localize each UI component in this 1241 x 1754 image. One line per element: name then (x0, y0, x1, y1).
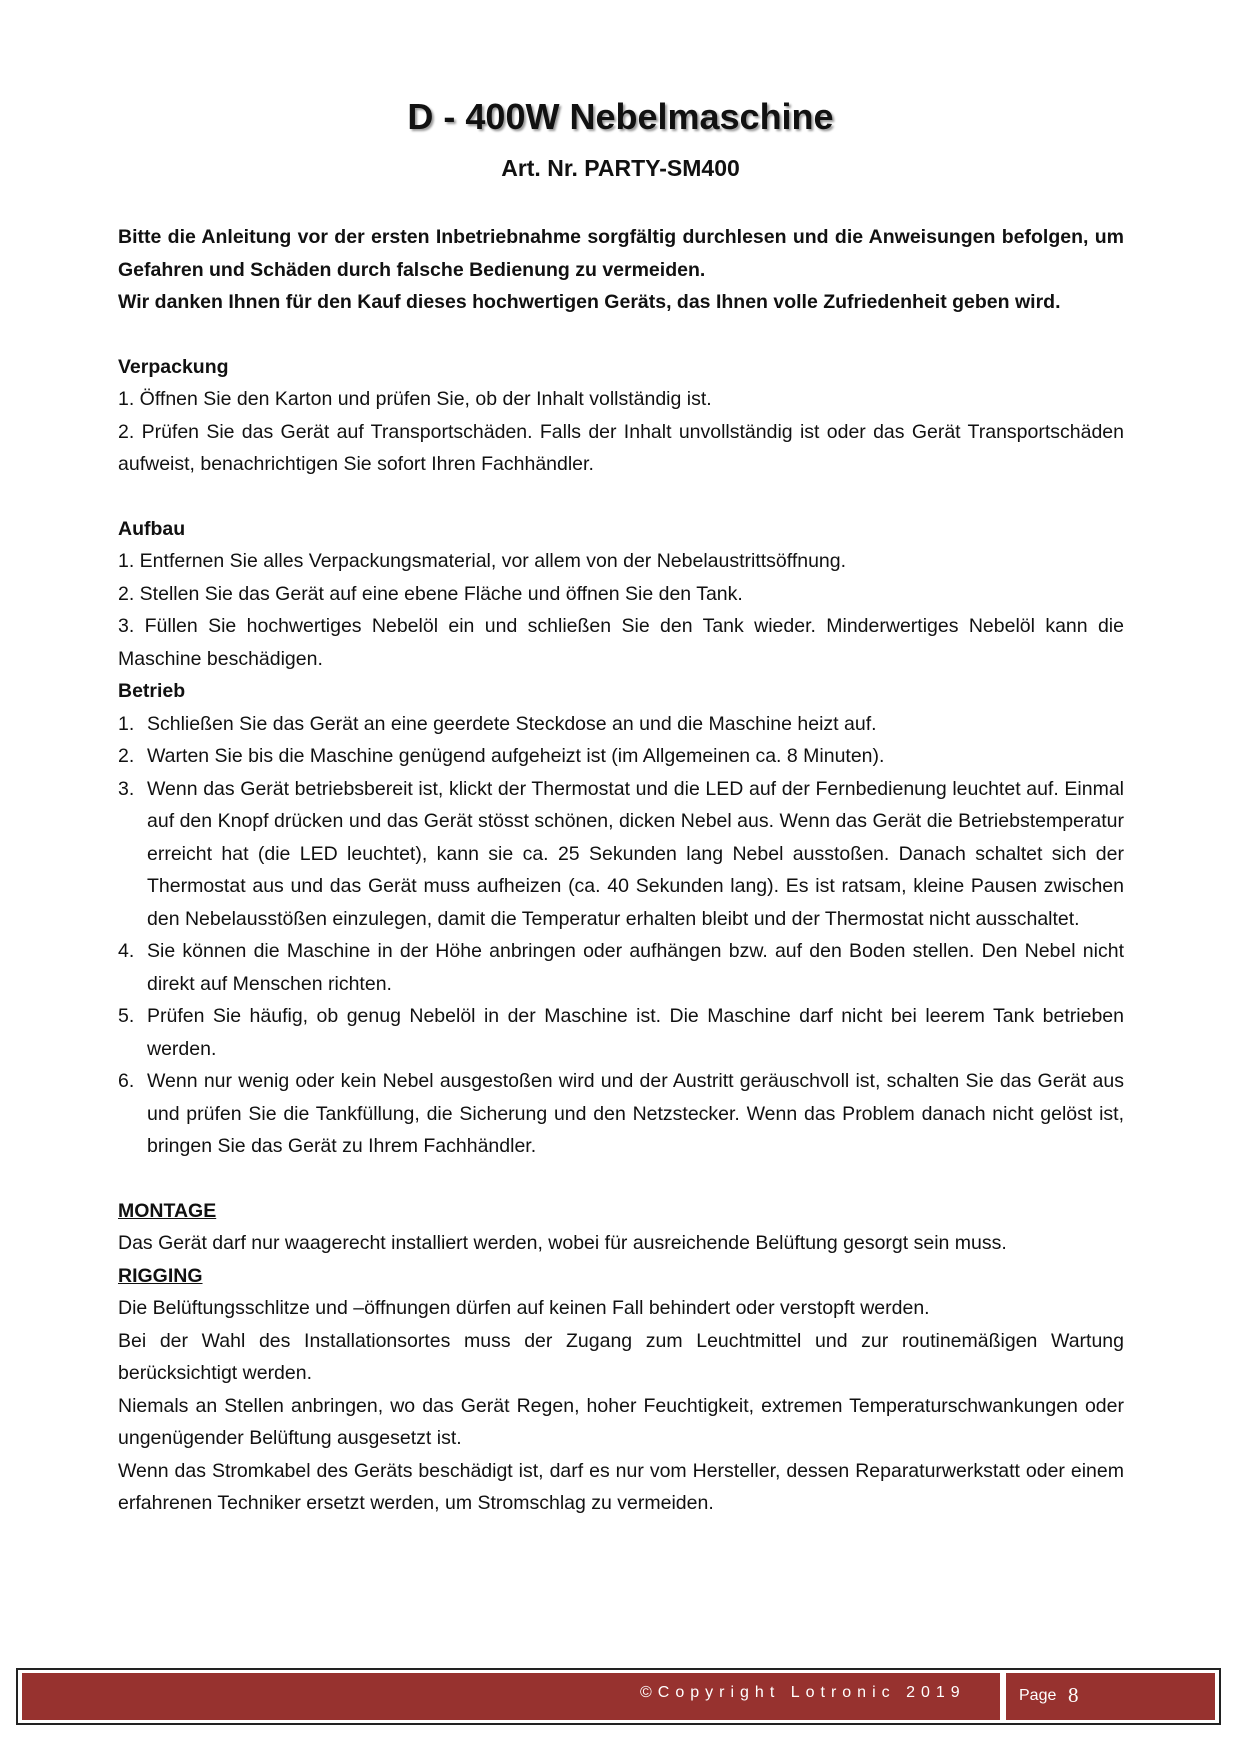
paragraph: Niemals an Stellen anbringen, wo das Gerät Regen, hoher Feuchtigkeit, extremen Temperaturschwankungen oder ungenügender Belüftung ausgesetzt ist. (118, 1394, 1124, 1449)
list-text: Warten Sie bis die Maschine genügend aufgeheizt ist (im Allgemeinen ca. 8 Minuten). (147, 745, 885, 767)
list-text: Schließen Sie das Gerät an eine geerdete Steckdose an und die Maschine heizt auf. (147, 712, 877, 735)
list-number: 4. (118, 940, 135, 962)
list-item: 3. Füllen Sie hochwertiges Nebelöl ein und schließen Sie den Tank wieder. Minderwertiges Nebelöl kann die Maschine beschädigen. (118, 615, 1124, 670)
intro-paragraph: Wir danken Ihnen für den Kauf dieses hochwertigen Geräts, das Ihnen volle Zufriedenheit geben wird. (118, 291, 1061, 313)
section-montage (118, 1195, 1124, 1260)
section-heading: RIGGING (118, 1264, 203, 1287)
list-number: 2. (118, 745, 135, 767)
list-text: Wenn nur wenig oder kein Nebel ausgestoßen wird und der Austritt geräuschvoll ist, schalten Sie das Gerät aus und prüfen Sie die Tankfüllung, die Sicherung und den Netzstecker. Wenn das Problem danach nicht gelöst ist, bringen Sie das Gerät zu Ihrem Fachhändler. (147, 1070, 1124, 1157)
list-item (118, 1000, 1124, 1065)
page-number: 8 (1068, 1683, 1079, 1707)
paragraph: Die Belüftungsschlitze und –öffnungen dürfen auf keinen Fall behindert oder verstopft werden. (118, 1297, 930, 1319)
section-rigging (118, 1260, 1124, 1520)
list-number: 5. (118, 1005, 135, 1027)
paragraph: Das Gerät darf nur waagerecht installiert werden, wobei für ausreichende Belüftung gesorgt sein muss. (118, 1232, 1007, 1254)
copyright-text: ©Copyright Lotronic 2019 (640, 1684, 966, 1701)
page-label: Page (1019, 1687, 1057, 1704)
operation-steps (118, 708, 1124, 1163)
list-text: Prüfen Sie häufig, ob genug Nebelöl in der Maschine ist. Die Maschine darf nicht bei leerem Tank betrieben werden. (147, 1005, 1124, 1060)
list-item (118, 935, 1124, 1000)
intro-paragraph: Bitte die Anleitung vor der ersten Inbetriebnahme sorgfältig durchlesen und die Anweisungen befolgen, um Gefahren und Schäden durch falsche Bedienung zu vermeiden. (118, 226, 1124, 281)
list-item (118, 1065, 1124, 1163)
article-number: Art. Nr. PARTY-SM400 (501, 155, 740, 181)
list-number: 1. (118, 712, 135, 735)
list-item: 1. Entfernen Sie alles Verpackungsmaterial, vor allem von der Nebelaustrittsöffnung. (118, 550, 847, 572)
document-body (118, 221, 1124, 1520)
section-aufbau (118, 513, 1124, 676)
list-text: Sie können die Maschine in der Höhe anbringen oder aufhängen bzw. auf den Boden stellen. Den Nebel nicht direkt auf Menschen richten. (147, 940, 1124, 995)
section-heading: Verpackung (118, 355, 229, 378)
list-item: 2. Stellen Sie das Gerät auf eine ebene Fläche und öffnen Sie den Tank. (118, 582, 743, 605)
list-item (118, 773, 1124, 936)
section-betrieb (118, 675, 1124, 1163)
section-verpackung (118, 351, 1124, 481)
list-item (118, 740, 1124, 773)
list-number: 6. (118, 1070, 135, 1092)
intro-block (118, 221, 1124, 319)
list-item: 2. Prüfen Sie das Gerät auf Transportschäden. Falls der Inhalt unvollständig ist oder das Gerät Transportschäden aufweist, benachrichtigen Sie sofort Ihren Fachhändler. (118, 420, 1124, 475)
section-heading: Betrieb (118, 680, 186, 702)
list-text: Wenn das Gerät betriebsbereit ist, klickt der Thermostat und die LED auf der Fernbedienung leuchtet auf. Einmal auf den Knopf drücken und das Gerät stösst schönen, dicken Nebel aus. Wenn das Gerät die Betriebstemperatur erreicht hat (die LED leuchtet), kann sie ca. 25 Sekunden lang Nebel ausstoßen. Danach schaltet sich der Thermostat aus und das Gerät muss aufheizen (ca. 40 Sekunden lang). Es ist ratsam, kleine Pausen zwischen den Nebelausstößen einzulegen, damit die Temperatur erhalten bleibt und der Thermostat nicht ausschaltet. (147, 777, 1124, 930)
section-heading: MONTAGE (118, 1199, 217, 1222)
paragraph: Wenn das Stromkabel des Geräts beschädigt ist, darf es nur vom Hersteller, dessen Reparaturwerkstatt oder einem erfahrenen Techniker ersetzt werden, um Stromschlag zu vermeiden. (118, 1459, 1124, 1514)
list-number: 3. (118, 777, 135, 800)
paragraph: Bei der Wahl des Installationsortes muss der Zugang zum Leuchtmittel und zur routinemäßigen Wartung berücksichtigt werden. (118, 1329, 1124, 1384)
section-heading: Aufbau (118, 517, 186, 540)
document-title: D - 400W Nebelmaschine (407, 96, 834, 137)
list-item: 1. Öffnen Sie den Karton und prüfen Sie, ob der Inhalt vollständig ist. (118, 388, 712, 410)
list-item (118, 708, 1124, 741)
